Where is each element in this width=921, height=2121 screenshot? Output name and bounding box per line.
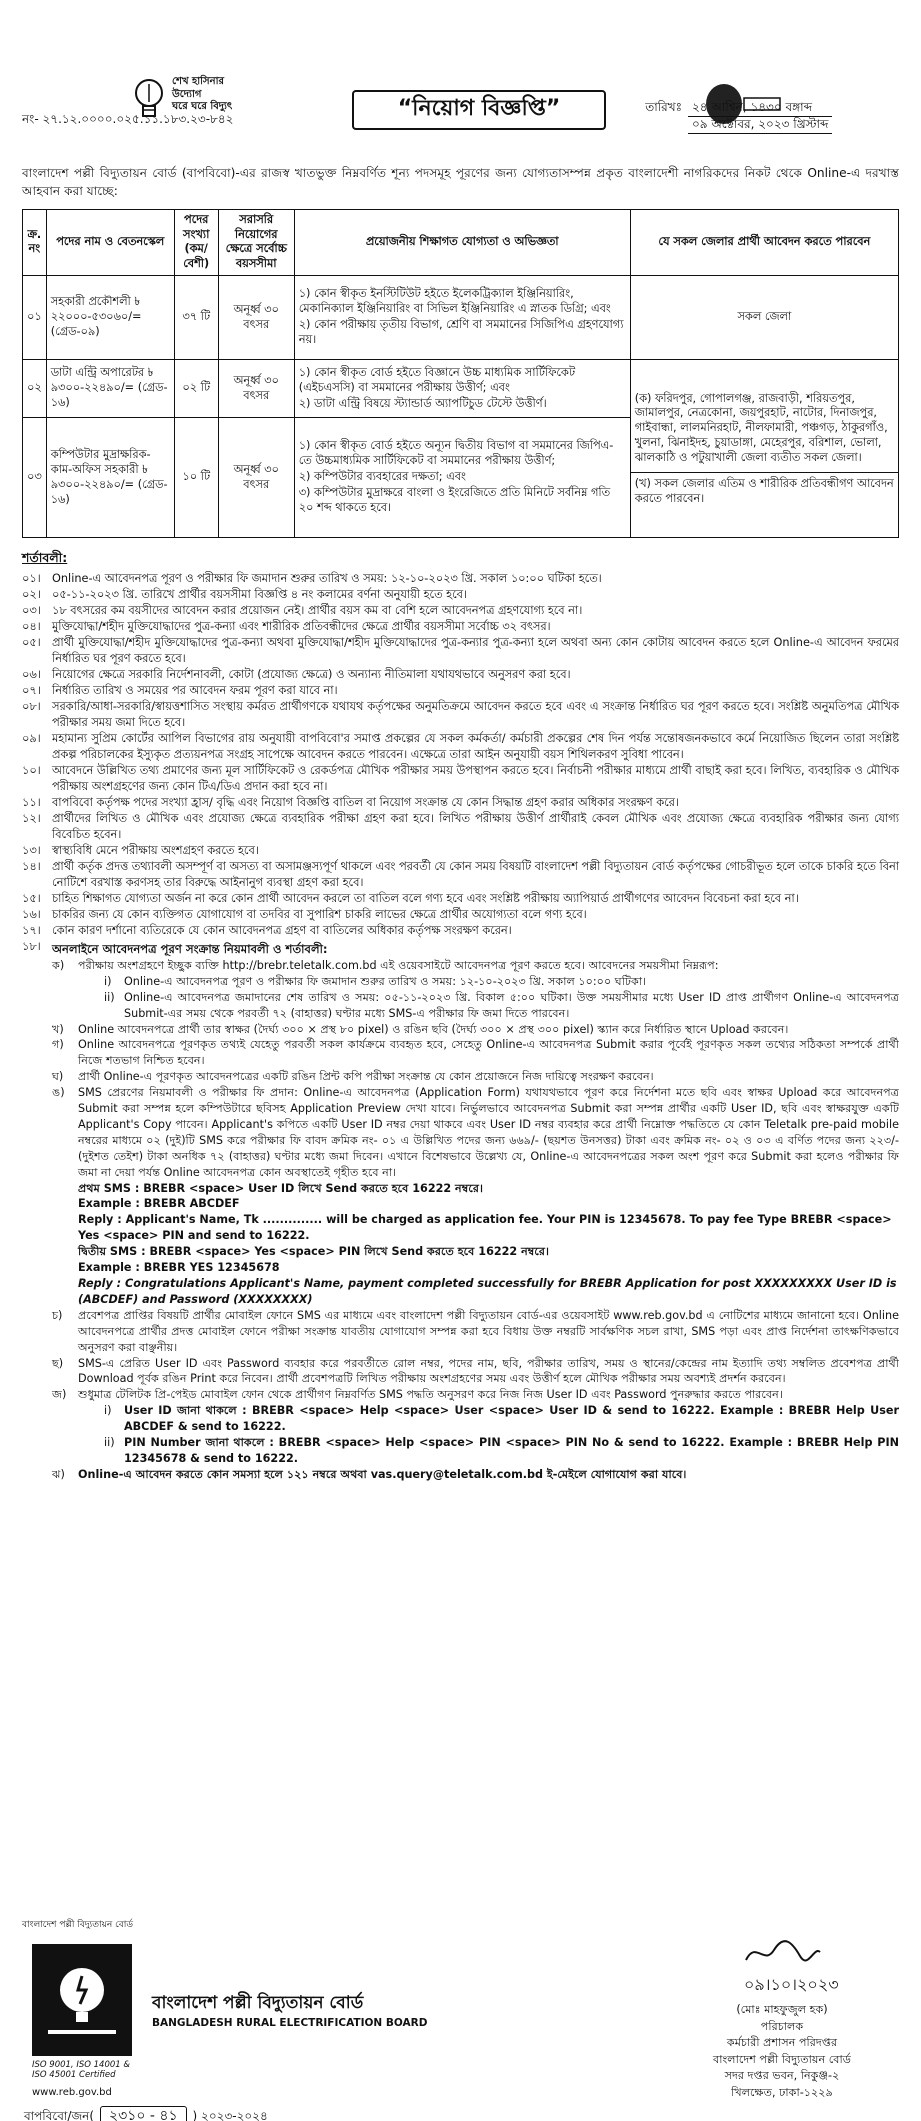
- col-age: সরাসরি নিয়োগের ক্ষেত্রে সর্বোচ্চ বয়সসীমা: [218, 209, 294, 276]
- item-marker: ঘ): [52, 1070, 64, 1084]
- website: www.reb.gov.bd: [32, 2087, 112, 2098]
- online-cha: প্রবেশপত্র প্রাপ্তির বিষয়টি প্রার্থীর মোবাইল ফোনে SMS এর মাধ্যমে এবং বাংলাদেশ পল্লী বিদ্যুতায়ন বোর্ড-এর ওয়েবসাইট www.reb.gov.bd এ নোটিশের মাধ্যমে জানানো হবে। Online আবেদনপত্রে প্রার্থীর প্রদত্ত মোবাইল ফোনে পরীক্ষা সংক্রান্ত যাবতীয় যোগাযোগ সম্পন্ন করা হবে বিধায় উক্ত নম্বরটি সার্বক্ষণিক সচল রাখা, SMS পড়া এবং প্রাপ্ত নির্দেশনা তাৎক্ষণিকভাবে অনুসরণ করা বাঞ্ছনীয়।: [78, 1308, 899, 1354]
- condition-number: ০৭।: [22, 683, 41, 697]
- online-gha: প্রার্থী Online-এ পূরণকৃত আবেদনপত্রের একটি রঙিন প্রিন্ট কপি পরীক্ষা সংক্রান্ত যে কোন প্রয়োজনে নিজ দায়িত্বে সংরক্ষণ করবেন।: [78, 1070, 654, 1084]
- qual-item: ৩) কম্পিউটার মুদ্রাক্ষরে বাংলা ও ইংরেজিতে প্রতি মিনিটে সর্বনিম্ন গতি ২০ শব্দ থাকতে হবে।: [298, 486, 611, 515]
- online-uma: SMS প্রেরণের নিয়মাবলী ও পরীক্ষার ফি প্রদান: Online-এ আবেদনপত্র (Application Form) যথাযথভাবে পূরণ করে নির্দেশনা মতে ছবি এবং স্বাক্ষর Upload করে আবেদনপত্র Submit করা সম্পন্ন হলে কম্পিউটারে ছবিসহ Application Preview দেখা যাবে। নির্ভুলভাবে আবেদনপত্র Submit করা সম্পন্ন প্রার্থীর একটি User ID, ছবি এবং স্বাক্ষরযুক্ত একটি Applicant's Copy পাবেন। Applicant's কপিতে একটি User ID নম্বর দেয়া থাকবে এবং User ID নম্বর ব্যবহার করে প্রার্থী নিম্নোক্ত পদ্ধতিতে যে কোন Teletalk pre-paid mobile নম্বরের মাধ্যমে ০২ (দুই)টি SMS করে পরীক্ষার ফি বাবদ ক্রমিক নং- ০১ এ উল্লিখিত পদের জন্য ৬৬৯/- (ছয়শত উনসত্তর) টাকা এবং ক্রমিক নং- ০২ ও ০৩ এ বর্ণিত পদের জন্য ২২৩/- (দুইশত তেইশ) টাকা অনধিক ৭২ (বাহাত্তর) ঘণ্টার মধ্যে জমা দিবেন। এখানে বিশেষভাবে উল্লেখ্য যে, Online-এ আবেদনপত্রের সকল অংশ পূরণ করে Submit করা হলেও পরীক্ষার ফি জমা না দেয়া পর্যন্ত Online আবেদনপত্র কোন অবস্থাতেই গৃহীত হবে না।: [78, 1086, 899, 1179]
- reference-number: নং- ২৭.১২.০০০০.০২৫.১১.১৮৩.২৩-৮৪২: [22, 112, 234, 126]
- officer-address-2: খিলক্ষেত, ঢাকা-১২২৯: [731, 2085, 833, 2099]
- board-name-bangla: বাংলাদেশ পল্লী বিদ্যুতায়ন বোর্ড: [152, 1993, 364, 2013]
- condition-number: ১৪।: [22, 860, 41, 874]
- col-qualification: প্রয়োজনীয় শিক্ষাগত যোগ্যতা ও অভিজ্ঞতা: [294, 209, 630, 276]
- row-age: অনূর্ধ্ব ৩০ বৎসর: [218, 360, 294, 418]
- item-marker: ii): [104, 1436, 115, 1450]
- online-ka: পরীক্ষায় অংশগ্রহণে ইচ্ছুক ব্যক্তি http://brebr.teletalk.com.bd এই ওয়েবসাইটে আবেদনপত্র পূরণ করতে হবে। আবেদনের সময়সীমা নিম্নরূপ:: [78, 958, 719, 972]
- condition-item: [22, 571, 899, 587]
- condition-number: ০৩।: [22, 603, 41, 617]
- item-marker: ঙ): [52, 1086, 65, 1100]
- sms-first-reply: Reply : Applicant's Name, Tk .............. will be charged as application fee. Your PIN is 12345678. To pay fee Type BREBR <space> Yes <space> PIN and send to 16222.: [78, 1213, 892, 1243]
- condition-item: [22, 603, 899, 619]
- condition-text: নির্ধারিত তারিখ ও সময়ের পর আবেদন ফরম পূরণ করা যাবে না।: [52, 683, 338, 697]
- row-qualification: [294, 418, 630, 538]
- condition-text: নিয়োগের ক্ষেত্রে সরকারি নির্দেশনাবলী, কোটা (প্রযোজ্য ক্ষেত্রে) ও অন্যান্য নীতিমালা যথাযথভাবে অনুসরণ করা হবে।: [52, 667, 571, 681]
- condition-number: ০১।: [22, 571, 41, 585]
- sms-instructions: [78, 1181, 899, 1308]
- condition-number: ০৯।: [22, 732, 41, 746]
- iso-line: ISO 9001, ISO 14001 &: [32, 2060, 130, 2070]
- row-count: ০২ টি: [174, 360, 218, 418]
- condition-item: [22, 587, 899, 603]
- conditions-list: [22, 571, 899, 940]
- item-marker: জ): [52, 1388, 67, 1402]
- online-ga: Online আবেদনপত্রে পূরণকৃত তথ্যই যেহেতু পরবর্তী সকল কার্যক্রমে ব্যবহৃত হবে, সেহেতু Online-এ আবেদনপত্র Submit করার পূর্বেই পূরণকৃত সকল তথ্যের সঠিকতা সম্পর্কে প্রার্থী নিজে শতভাগ নিশ্চিত হবেন।: [78, 1038, 899, 1068]
- reb-logo-icon: [32, 1944, 132, 2056]
- condition-number: ১৩।: [22, 844, 41, 858]
- row-qualification: [294, 360, 630, 418]
- qual-item: ১) কোন স্বীকৃত বোর্ড হইতে অন্যূন দ্বিতীয় বিভাগ বা সমমানের জিপিএ-তে উচ্চমাধ্যমিক সার্টিফিকেট বা সমমানের পরীক্ষায় উত্তীর্ণ;: [298, 439, 614, 468]
- logo-line-3: ঘরে ঘরে বিদ্যুৎ: [172, 101, 233, 112]
- online-section: [22, 939, 899, 1482]
- condition-text: স্বাস্থ্যবিধি মেনে পরীক্ষায় অংশগ্রহণ করতে হবে।: [52, 844, 259, 858]
- col-serial: ক্র. নং: [23, 209, 47, 276]
- officer-block: [682, 2002, 882, 2101]
- condition-text: বাপবিবো কর্তৃপক্ষ পদের সংখ্যা হ্রাস/ বৃদ্ধি এবং নিয়োগ বিজ্ঞপ্তি বাতিল বা নিয়োগ সংক্রান্ত যে কোন সিদ্ধান্ত গ্রহণ করার অধিকার সংরক্ষণ করে।: [52, 796, 679, 810]
- condition-text: সরকারি/আধা-সরকারি/স্বায়ত্তশাসিত সংস্থায় কর্মরত প্রার্থীগণকে যথাযথ কর্তৃপক্ষের অনুমতিক্রমে আবেদন করতে হবে এবং এ সংক্রান্ত নির্ধারিত ঘর পূরণ করতে হবে। সংশ্লিষ্ট অনুমতিপত্র মৌখিক পরীক্ষার সময় জমা দিতে হবে।: [52, 699, 899, 729]
- memo-prefix: বাপবিবো/জন(: [24, 2109, 95, 2121]
- iso-line: ISO 45001 Certified: [32, 2070, 116, 2081]
- condition-item: [22, 667, 899, 683]
- online-jha: Online-এ আবেদন করতে কোন সমস্যা হলে ১২১ নম্বরে অথবা vas.query@teletalk.com.bd ই-মেইলে যোগাযোগ করা যাবে।: [78, 1467, 687, 1481]
- condition-number: ০৫।: [22, 635, 41, 649]
- condition-item: [22, 635, 899, 667]
- condition-item: [22, 763, 899, 795]
- vacancy-table: [22, 209, 899, 539]
- condition-number: ১৬।: [22, 908, 41, 922]
- sms-second-example: Example : BREBR YES 12345678: [78, 1261, 280, 1275]
- condition-number: ১১।: [22, 796, 41, 810]
- condition-number: ১৭।: [22, 924, 41, 938]
- officer-title: পরিচালক: [760, 2019, 804, 2033]
- condition-number: ০২।: [22, 587, 41, 601]
- logo-left-text: [172, 76, 232, 114]
- qual-item: ২) ডাটা এন্ট্রি বিষয়ে স্ট্যান্ডার্ড অ্যাপটিচুড টেস্টে উত্তীর্ণ।: [298, 396, 547, 410]
- condition-text: আবেদনে উল্লিখিত তথ্য প্রমাণের জন্য মূল সার্টিফিকেট ও রেকর্ডপত্র মৌখিক পরীক্ষার সময় উপস্থাপন করতে হবে। নির্বাচনী পরীক্ষার মাধ্যমে প্রার্থী বাছাই করা হবে। লিখিত, ব্যবহারিক ও মৌখিক পরীক্ষায় অংশগ্রহণের জন্য কোন টিএ/ডিএ প্রদান করা হবে না।: [52, 764, 899, 794]
- item-marker: ঝ): [52, 1467, 65, 1481]
- date-block: [620, 100, 832, 134]
- condition-text: ১৮ বৎসরের কম বয়সীদের আবেদন করার প্রয়োজন নেই। প্রার্থীর বয়স কম বা বেশি হলে আবেদনপত্র গ্রহণযোগ্য হবে না।: [52, 603, 583, 617]
- item-marker: i): [104, 974, 112, 988]
- row-post: ডাটা এন্ট্রি অপারেটর ৳ ৯৩০০-২২৪৯০/= (গ্রেড- ১৬): [46, 360, 174, 418]
- row-serial: ০২: [23, 360, 47, 418]
- districts-ka: (ক) ফরিদপুর, গোপালগঞ্জ, রাজবাড়ী, শরিয়তপুর, জামালপুর, নেত্রকোনা, জয়পুরহাট, নাটোর, দিনাজপুর, গাইবান্ধা, লালমনিরহাট, নীলফামারী, পঞ্চগড়, ঠাকুরগাঁও, খুলনা, ঝিনাইদহ, চুয়াডাঙ্গা, মেহেরপুর, বরিশাল, ভোলা, ঝালকাঠি ও পটুয়াখালী জেলা ব্যতীত সকল জেলা।: [634, 391, 888, 465]
- footer: [22, 1914, 899, 2121]
- table-row: [23, 360, 899, 418]
- row-age: অনূর্ধ্ব ৩০ বৎসর: [218, 276, 294, 360]
- condition-item: [22, 891, 899, 907]
- officer-name: (মোঃ মাহফুজুল হক): [736, 2003, 828, 2016]
- date-english: ০৯ অক্টোবর, ২০২৩ খ্রিস্টাব্দ: [688, 117, 832, 134]
- table-row: [23, 276, 899, 360]
- memo-box: ২৩১০ - ৪১: [100, 2106, 187, 2121]
- sms-first: প্রথম SMS : BREBR <space> User ID লিখে Send করতে হবে 16222 নম্বরে।: [78, 1181, 483, 1195]
- row-count: ৩৭ টি: [174, 276, 218, 360]
- condition-number: ০৬।: [22, 667, 41, 681]
- condition-text: কোন কারণ দর্শানো ব্যতিরেকে যে কোন আবেদনপত্র গ্রহণ বা বাতিলের অধিকার কর্তৃপক্ষ সংরক্ষণ করেন।: [52, 924, 512, 938]
- item-marker: ক): [52, 958, 65, 972]
- condition-number: ১০।: [22, 764, 41, 778]
- condition-number: ০৪।: [22, 619, 41, 633]
- condition-text: চাকরির জন্য যে কোন ব্যক্তিগত যোগাযোগ বা তদবির বা সুপারিশ চাকরি লাভের ক্ষেত্রে প্রার্থীর অযোগ্যতা বলে গণ্য হবে।: [52, 908, 587, 922]
- online-ja-i: User ID জানা থাকলে : BREBR <space> Help <space> User <space> User ID & send to 16222. Example : BREBR Help User ABCDEF & send to 16222.: [124, 1404, 899, 1434]
- condition-item: [22, 843, 899, 859]
- table-header-row: [23, 209, 899, 276]
- col-count: পদের সংখ্যা (কম/ বেশী): [174, 209, 218, 276]
- condition-item: [22, 923, 899, 939]
- date-label: তারিখঃ: [645, 100, 682, 114]
- qual-item: ২) কোন পরীক্ষায় তৃতীয় বিভাগ, শ্রেণি বা সমমানের সিজিপিএ গ্রহণযোগ্য নয়।: [298, 318, 624, 347]
- sms-second: দ্বিতীয় SMS : BREBR <space> Yes <space> PIN লিখে Send করতে হবে 16222 নম্বরে।: [78, 1245, 550, 1259]
- row-post: কম্পিউটার মুদ্রাক্ষরিক-কাম-অফিস সহকারী ৳ ৯৩০০-২২৪৯০/= (গ্রেড- ১৬): [46, 418, 174, 538]
- condition-number: ০৮।: [22, 699, 41, 713]
- condition-text: মহামান্য সুপ্রিম কোর্টের আপিল বিভাগের রায় অনুযায়ী বাপবিবো'র সমাপ্ত প্রকল্পের যে সকল কর্মকর্তা/ কর্মচারী প্রকল্পের শেষ দিন পর্যন্ত সন্তোষজনকভাবে কর্মে নিয়োজিত ছিলেন তারা সংশ্লিষ্ট প্রকল্প পরিচালকের ইস্যুকৃত প্রত্যয়নপত্র সংগ্রহ সাপেক্ষে আবেদন করতে পারবেন। এক্ষেত্রে তারা আইন অনুযায়ী বয়স শিথিলকরণ সুবিধা পাবেন।: [52, 732, 899, 762]
- item-marker: i): [104, 1404, 112, 1418]
- iso-certification: [32, 2060, 130, 2080]
- logo-line-2: উদ্যোগ: [172, 88, 202, 100]
- condition-item: [22, 731, 899, 763]
- qual-item: ১) কোন স্বীকৃত ইনস্টিটিউট হইতে ইলেকট্রিক্যাল ইঞ্জিনিয়ারিং, মেকানিক্যাল ইঞ্জিনিয়ারিং বা সিভিল ইঞ্জিনিয়ারিং এ স্নাতক ডিগ্রি; এবং: [298, 287, 611, 316]
- row-qualification: [294, 276, 630, 360]
- condition-item: [22, 811, 899, 843]
- condition-item: [22, 859, 899, 891]
- col-districts: যে সকল জেলার প্রার্থী আবেদন করতে পারবেন: [630, 209, 898, 276]
- memo-number: [24, 2106, 268, 2121]
- item-marker: চ): [52, 1308, 63, 1322]
- online-ja: শুধুমাত্র টেলিটক প্রি-পেইড মোবাইল ফোন থেকে প্রার্থীগণ নিম্নবর্ণিত SMS পদ্ধতি অনুসরণ করে নিজ নিজ User ID এবং Password পুনরুদ্ধার করতে পারবেন।: [78, 1388, 783, 1402]
- condition-text: Online-এ আবেদনপত্র পূরণ ও পরীক্ষার ফি জমাদান শুরুর তারিখ ও সময়: ১২-১০-২০২৩ খ্রি. সকাল ১০:০০ ঘটিকা হতে।: [52, 571, 602, 585]
- officer-address-1: সদর দপ্তর ভবন, নিকুঞ্জ-২: [724, 2069, 840, 2083]
- date-bangla: ২৪ আশ্বিন, ১৪৩০ বঙ্গাব্দ: [688, 100, 832, 117]
- qual-item: ২) কম্পিউটার ব্যবহারের দক্ষতা; এবং: [298, 470, 466, 484]
- condition-text: চাহিত শিক্ষাগত যোগ্যতা অর্জন না করে কোন প্রার্থী আবেদন করলে তা বাতিল বলে গণ্য হবে এবং সংশ্লিষ্ট পরীক্ষায় অ্যাপিয়ার্ড প্রার্থীগণের আবেদন বিবেচনা করা হবে না।: [52, 892, 799, 906]
- online-chha: SMS-এ প্রেরিত User ID এবং Password ব্যবহার করে পরবর্তীতে রোল নম্বর, পদের নাম, ছবি, পরীক্ষার তারিখ, সময় ও স্থানের/কেন্দ্রের নাম ইত্যাদি তথ্য সম্বলিত প্রবেশপত্র প্রার্থী Download পূর্বক রঙিন Print করে নিবেন। প্রার্থী প্রবেশপত্রটি লিখিত পরীক্ষায় অংশগ্রহণের সময় এবং উত্তীর্ণ হলে মৌখিক পরীক্ষার সময় অবশ্যই প্রদর্শন করবেন।: [78, 1356, 899, 1386]
- sms-first-example: Example : BREBR ABCDEF: [78, 1197, 240, 1211]
- condition-item: [22, 699, 899, 731]
- condition-item: [22, 683, 899, 699]
- row-age: অনূর্ধ্ব ৩০ বৎসর: [218, 418, 294, 538]
- intro-paragraph: বাংলাদেশ পল্লী বিদ্যুতায়ন বোর্ড (বাপবিবো)-এর রাজস্ব খাতভুক্ত নিম্নবর্ণিত শূন্য পদসমূহ পূরণের জন্য যোগ্যতাসম্পন্ন প্রকৃত বাংলাদেশী নাগরিকদের নিকট থেকে Online-এ দরখাস্ত আহবান করা যাচ্ছে:: [22, 166, 899, 199]
- condition-item: [22, 619, 899, 635]
- condition-text: প্রার্থীদের লিখিত ও মৌখিক এবং প্রযোজ্য ক্ষেত্রে ব্যবহারিক পরীক্ষা গ্রহণ করা হবে। লিখিত পরীক্ষায় উত্তীর্ণ প্রার্থীরাই কেবল মৌখিক এবং প্রযোজ্য ক্ষেত্রে ব্যবহারিক পরীক্ষার জন্য যোগ্য বিবেচিত হবেন।: [52, 812, 899, 842]
- notice-title: “নিয়োগ বিজ্ঞপ্তি”: [352, 90, 606, 130]
- item-marker: গ): [52, 1038, 64, 1052]
- item-marker: ছ): [52, 1356, 64, 1370]
- online-kha: Online আবেদনপত্রে প্রার্থী তার স্বাক্ষর (দৈর্ঘ্য ৩০০ × প্রস্থ ৮০ pixel) ও রঙিন ছবি (দৈর্ঘ্য ৩০০ × প্রস্থ ৩০০ pixel) স্ক্যান করে নির্ধারিত স্থানে Upload করবেন।: [78, 1022, 789, 1036]
- item-marker: খ): [52, 1022, 64, 1036]
- online-title: অনলাইনে আবেদনপত্র পূরণ সংক্রান্ত নিয়মাবলী ও শর্তাবলী:: [52, 942, 328, 957]
- board-name-english: BANGLADESH RURAL ELECTRIFICATION BOARD: [152, 2017, 428, 2029]
- condition-text: মুক্তিযোদ্ধা/শহীদ মুক্তিযোদ্ধাদের পুত্র-কন্যা এবং শারীরিক প্রতিবন্ধীদের ক্ষেত্রে প্রার্থীর বয়সসীমা সর্বোচ্চ ৩২ বৎসর।: [52, 619, 551, 633]
- online-ka-ii: Online-এ আবেদনপত্র জমাদানের শেষ তারিখ ও সময়: ০৫-১১-২০২৩ খ্রি. বিকাল ৫:০০ ঘটিকা। উক্ত সময়সীমার মধ্যে User ID প্রাপ্ত প্রার্থীগণ Online-এ আবেদনপত্র Submit-এর সময় থেকে পরবর্তী ৭২ (বাহাত্তর) ঘণ্টার মধ্যে SMS-এ পরীক্ষার ফি জমা দিতে পারবেন।: [124, 990, 899, 1020]
- signature: [742, 1936, 822, 1970]
- sms-second-reply: Reply : Congratulations Applicant's Name, payment completed successfully for BREBR Application for post XXXXXXXXX User ID is (ABCDEF) and Password (XXXXXXXX): [78, 1277, 897, 1306]
- row-post: সহকারী প্রকৌশলী ৳ ২২০০০-৫৩০৬০/= (গ্রেড-০৯): [46, 276, 174, 360]
- signature-date: ০৯।১০।২০২৩: [744, 1975, 839, 1994]
- row-serial: ০৩: [23, 418, 47, 538]
- officer-dept: কর্মচারী প্রশাসন পরিদপ্তর: [726, 2036, 838, 2050]
- online-ka-i: Online-এ আবেদনপত্র পূরণ ও পরীক্ষার ফি জমাদান শুরুর তারিখ ও সময়: ১২-১০-২০২৩ খ্রি. সকাল ১০:০০ ঘটিকা।: [124, 974, 647, 988]
- row-serial: ০১: [23, 276, 47, 360]
- conditions-title: শর্তাবলী:: [22, 550, 68, 566]
- item-marker: ii): [104, 990, 115, 1004]
- condition-text: প্রার্থী মুক্তিযোদ্ধা/শহীদ মুক্তিযোদ্ধাদের পুত্র-কন্যা অথবা মুক্তিযোদ্ধা/শহীদ মুক্তিযোদ্ধাদের পুত্র-কন্যার পুত্র-কন্যা হলে অথবা অন্য কোন কোটায় আবেদন করতে হলে Online-এ আবেদন ফরমের নির্ধারিত ঘর পূরণ করতে হবে।: [52, 635, 899, 665]
- row-districts: সকল জেলা: [630, 276, 898, 360]
- row-districts: [630, 360, 898, 538]
- condition-text: ০৫-১১-২০২৩ খ্রি. তারিখে প্রার্থীর বয়সসীমা বিজ্ঞপ্তি ৪ নং কলামের বর্ণনা অনুযায়ী হতে হবে।: [52, 587, 467, 601]
- qual-item: ১) কোন স্বীকৃত বোর্ড হইতে বিজ্ঞানে উচ্চ মাধ্যমিক সার্টিফিকেট (এইচএসসি) বা সমমানের পরীক্ষায় উত্তীর্ণ; এবং: [298, 365, 575, 394]
- online-ja-ii: PIN Number জানা থাকলে : BREBR <space> Help <space> PIN <space> PIN No & send to 16222. Example : BREBR Help PIN 12345678 & send to 16222.: [124, 1436, 899, 1465]
- col-post: পদের নাম ও বেতনস্কেল: [46, 209, 174, 276]
- online-number: ১৮।: [22, 940, 41, 954]
- condition-number: ১৫।: [22, 892, 41, 906]
- condition-item: [22, 795, 899, 811]
- districts-kha: (খ) সকল জেলার এতিম ও শারীরিক প্রতিবন্ধীগণ আবেদন করতে পারবেন।: [631, 472, 898, 507]
- memo-suffix: ) ২০২৩-২০২৪: [192, 2109, 268, 2121]
- logo-caption: বাংলাদেশ পল্লী বিদ্যুতায়ন বোর্ড: [22, 1920, 133, 1930]
- condition-item: [22, 907, 899, 923]
- officer-org: বাংলাদেশ পল্লী বিদ্যুতায়ন বোর্ড: [713, 2052, 851, 2066]
- row-count: ১০ টি: [174, 418, 218, 538]
- condition-number: ১২।: [22, 812, 41, 826]
- condition-text: প্রার্থী কর্তৃক প্রদত্ত তথ্যাবলী অসম্পূর্ণ বা অসত্য বা অসামঞ্জস্যপূর্ণ থাকলে এবং পরবর্তী যে কোন সময় বিষয়টি বাংলাদেশ পল্লী বিদ্যুতায়ন বোর্ড কর্তৃপক্ষের গোচরীভূত হলে তাকে চাকরি হতে বিনা নোটিশে বরখাস্ত করণসহ তার বিরুদ্ধে আইনানুগ ব্যবস্থা গ্রহণ করা হবে।: [52, 860, 899, 890]
- logo-line-1: শেখ হাসিনার: [172, 76, 225, 87]
